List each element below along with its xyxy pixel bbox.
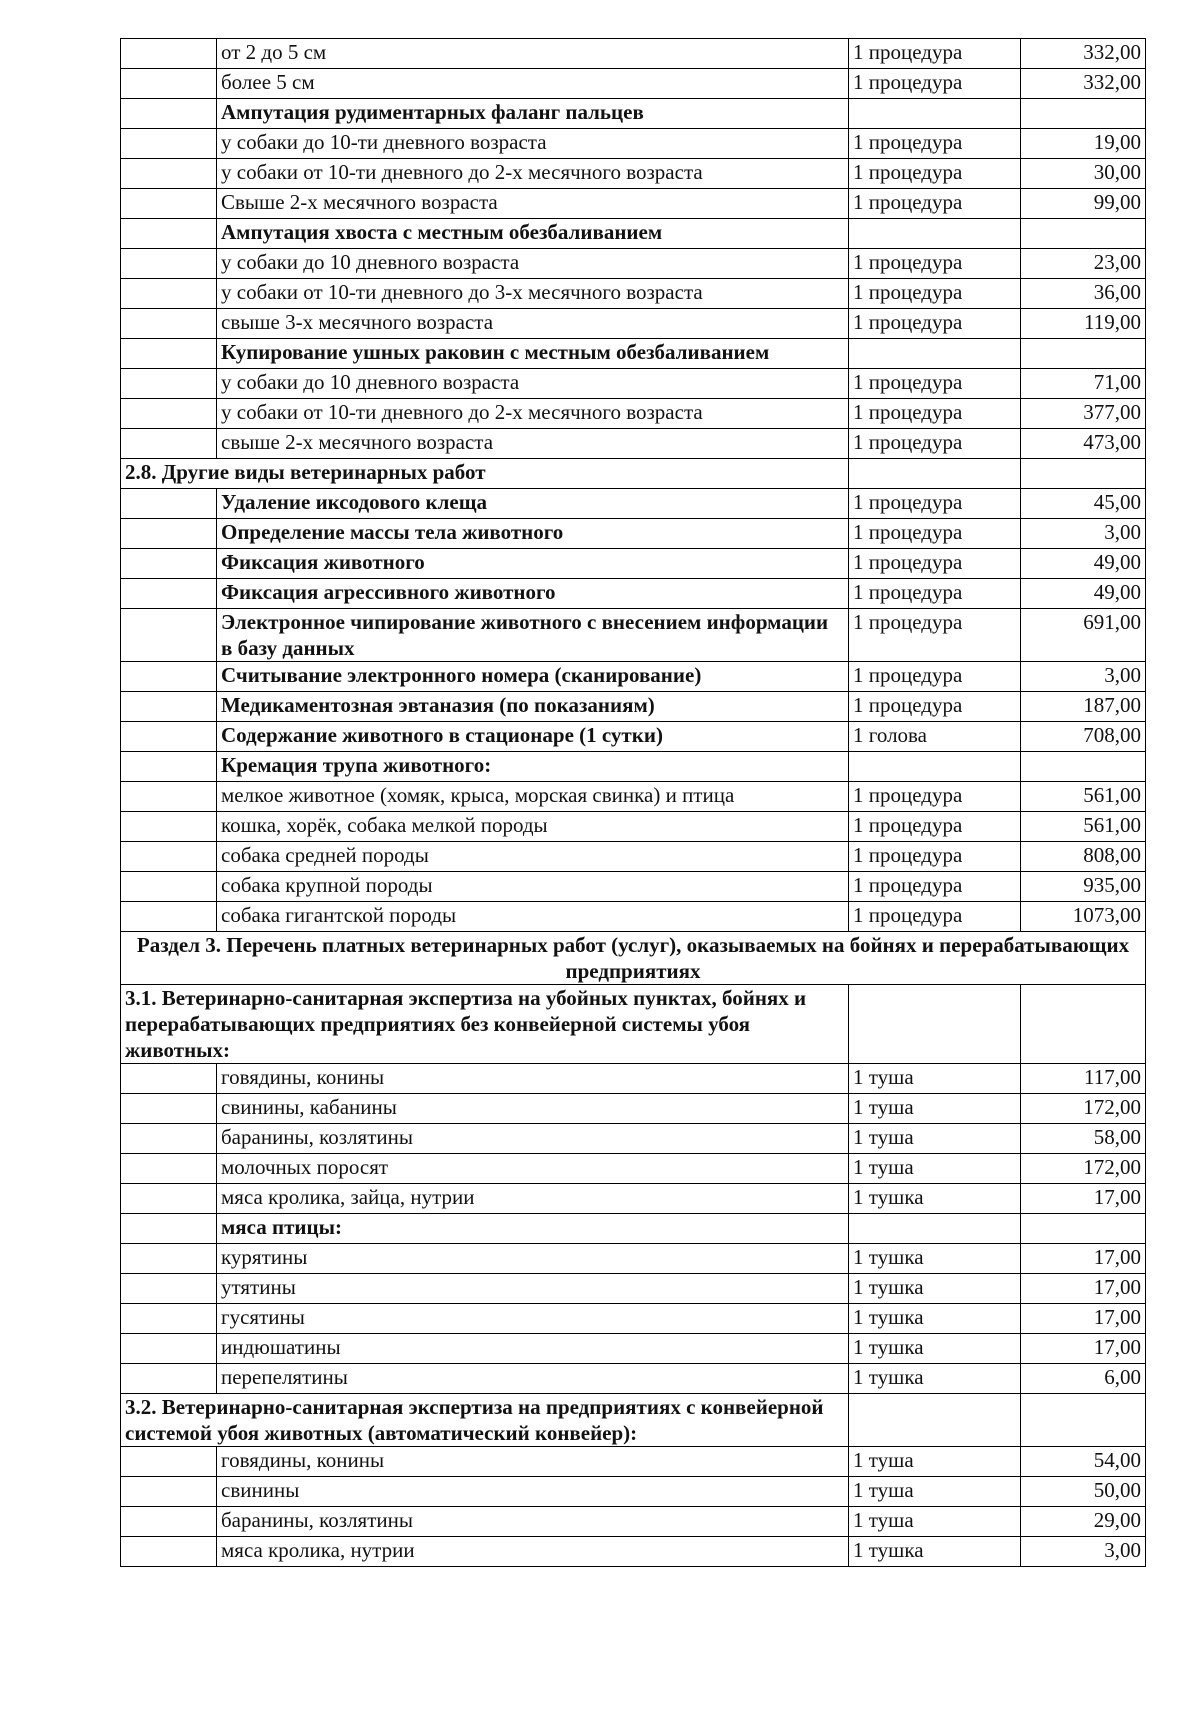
price-cell: 49,00 (1021, 579, 1146, 609)
index-cell (121, 429, 217, 459)
index-cell (121, 489, 217, 519)
price-cell: 50,00 (1021, 1477, 1146, 1507)
table-row-ears-over-2months (121, 429, 1146, 459)
index-cell (121, 1214, 217, 1244)
index-cell (121, 1064, 217, 1094)
index-cell (121, 692, 217, 722)
service-name: Электронное чипирование животного с внесением информации в базу данных (217, 609, 849, 662)
table-row-phalanges-over-2months (121, 189, 1146, 219)
table-row-3-1-rabbit (121, 1184, 1146, 1214)
price-cell: 187,00 (1021, 692, 1146, 722)
table-row-phalanges-under-10days (121, 129, 1146, 159)
service-name: у собаки от 10-ти дневного до 2-х месячного возраста (217, 399, 849, 429)
service-name: у собаки до 10 дневного возраста (217, 369, 849, 399)
price-cell: 119,00 (1021, 309, 1146, 339)
unit-cell: 1 тушка (849, 1537, 1021, 1567)
price-list-page (120, 38, 1145, 1567)
table-row-euthanasia (121, 692, 1146, 722)
price-cell: 30,00 (1021, 159, 1146, 189)
index-cell (121, 1154, 217, 1184)
table-row-3-1-goose (121, 1304, 1146, 1334)
unit-cell: 1 тушка (849, 1334, 1021, 1364)
service-name: Определение массы тела животного (217, 519, 849, 549)
price-cell: 23,00 (1021, 249, 1146, 279)
service-name: свинины (217, 1477, 849, 1507)
table-row-tail-under-10days (121, 249, 1146, 279)
table-row-3-1-piglets (121, 1154, 1146, 1184)
service-name: гусятины (217, 1304, 849, 1334)
subsection-heading: 2.8. Другие виды ветеринарных работ (121, 459, 849, 489)
unit-cell: 1 тушка (849, 1244, 1021, 1274)
service-name: Удаление иксодового клеща (217, 489, 849, 519)
unit-cell: 1 процедура (849, 399, 1021, 429)
unit-cell: 1 процедура (849, 902, 1021, 932)
service-name: у собаки от 10-ти дневного до 2-х месячного возраста (217, 159, 849, 189)
unit-cell: 1 тушка (849, 1304, 1021, 1334)
unit-cell: 1 тушка (849, 1364, 1021, 1394)
unit-cell: 1 процедура (849, 609, 1021, 662)
unit-cell: 1 процедура (849, 519, 1021, 549)
unit-cell: 1 процедура (849, 579, 1021, 609)
service-name: кошка, хорёк, собака мелкой породы (217, 812, 849, 842)
unit-cell: 1 тушка (849, 1274, 1021, 1304)
service-name: молочных поросят (217, 1154, 849, 1184)
service-name: собака средней породы (217, 842, 849, 872)
index-cell (121, 339, 217, 369)
index-cell (121, 309, 217, 339)
service-name: говядины, конины (217, 1064, 849, 1094)
table-row-chip-scanning (121, 662, 1146, 692)
price-cell: 49,00 (1021, 549, 1146, 579)
group-heading: Ампутация рудиментарных фаланг пальцев (217, 99, 849, 129)
group-heading: Купирование ушных раковин с местным обезбаливанием (217, 339, 849, 369)
index-cell (121, 752, 217, 782)
unit-cell: 1 процедура (849, 782, 1021, 812)
service-name: у собаки от 10-ти дневного до 3-х месячного возраста (217, 279, 849, 309)
service-name: мяса кролика, нутрии (217, 1537, 849, 1567)
subsection-heading: 3.1. Ветеринарно-санитарная экспертиза на убойных пунктах, бойнях и перерабатывающих предприятиях без конвейерной системы убоя животных: (121, 985, 849, 1064)
index-cell (121, 1244, 217, 1274)
table-row-3-1-quail (121, 1364, 1146, 1394)
unit-cell (849, 985, 1021, 1064)
price-cell: 473,00 (1021, 429, 1146, 459)
price-cell: 17,00 (1021, 1274, 1146, 1304)
group-heading: Ампутация хвоста с местным обезбаливанием (217, 219, 849, 249)
price-cell: 561,00 (1021, 782, 1146, 812)
unit-cell: 1 процедура (849, 692, 1021, 722)
unit-cell: 1 туша (849, 1447, 1021, 1477)
unit-cell: 1 процедура (849, 489, 1021, 519)
table-row-over-5cm (121, 69, 1146, 99)
table-row-3-1-beef (121, 1064, 1146, 1094)
section-title: Раздел 3. Перечень платных ветеринарных работ (услуг), оказываемых на бойнях и перерабатывающих предприятиях (121, 932, 1146, 985)
index-cell (121, 369, 217, 399)
table-row-cremation-medium-dog (121, 842, 1146, 872)
table-row-cremation (121, 752, 1146, 782)
service-name: собака крупной породы (217, 872, 849, 902)
unit-cell: 1 процедура (849, 189, 1021, 219)
price-cell: 935,00 (1021, 872, 1146, 902)
price-cell: 17,00 (1021, 1334, 1146, 1364)
index-cell (121, 609, 217, 662)
unit-cell: 1 процедура (849, 872, 1021, 902)
table-row-tail-over-3months (121, 309, 1146, 339)
table-row-section-2-8 (121, 459, 1146, 489)
unit-cell (849, 99, 1021, 129)
table-row-section-3-2 (121, 1394, 1146, 1447)
unit-cell (849, 339, 1021, 369)
unit-cell: 1 процедура (849, 812, 1021, 842)
index-cell (121, 129, 217, 159)
price-cell: 708,00 (1021, 722, 1146, 752)
index-cell (121, 812, 217, 842)
index-cell (121, 662, 217, 692)
index-cell (121, 1447, 217, 1477)
index-cell (121, 782, 217, 812)
table-row-3-2-mutton (121, 1507, 1146, 1537)
service-name: Медикаментозная эвтаназия (по показаниям) (217, 692, 849, 722)
service-name: мяса кролика, зайца, нутрии (217, 1184, 849, 1214)
service-name: собака гигантской породы (217, 902, 849, 932)
unit-cell (849, 752, 1021, 782)
price-cell: 377,00 (1021, 399, 1146, 429)
unit-cell: 1 туша (849, 1477, 1021, 1507)
table-row-3-1-pork (121, 1094, 1146, 1124)
unit-cell: 1 процедура (849, 309, 1021, 339)
table-row-3-1-mutton (121, 1124, 1146, 1154)
table-row-phalanges-10days-2months (121, 159, 1146, 189)
service-name: у собаки до 10-ти дневного возраста (217, 129, 849, 159)
price-cell (1021, 752, 1146, 782)
unit-cell: 1 процедура (849, 549, 1021, 579)
unit-cell: 1 процедура (849, 842, 1021, 872)
unit-cell: 1 тушка (849, 1184, 1021, 1214)
price-table-body (121, 39, 1146, 1567)
table-row-3-2-rabbit (121, 1537, 1146, 1567)
index-cell (121, 69, 217, 99)
table-row-cremation-small (121, 782, 1146, 812)
index-cell (121, 1094, 217, 1124)
price-cell: 332,00 (1021, 69, 1146, 99)
unit-cell: 1 процедура (849, 159, 1021, 189)
index-cell (121, 1507, 217, 1537)
unit-cell (849, 219, 1021, 249)
unit-cell: 1 процедура (849, 69, 1021, 99)
table-row-tail-amputation (121, 219, 1146, 249)
price-cell: 19,00 (1021, 129, 1146, 159)
price-cell: 45,00 (1021, 489, 1146, 519)
price-table (120, 38, 1146, 1567)
table-row-3-2-beef (121, 1447, 1146, 1477)
index-cell (121, 1477, 217, 1507)
index-cell (121, 1364, 217, 1394)
service-name: перепелятины (217, 1364, 849, 1394)
price-cell (1021, 985, 1146, 1064)
index-cell (121, 579, 217, 609)
index-cell (121, 1124, 217, 1154)
price-cell: 332,00 (1021, 39, 1146, 69)
index-cell (121, 159, 217, 189)
unit-cell (849, 459, 1021, 489)
table-row-3-2-pork (121, 1477, 1146, 1507)
price-cell (1021, 339, 1146, 369)
unit-cell: 1 процедура (849, 662, 1021, 692)
price-cell (1021, 1394, 1146, 1447)
table-row-body-weight (121, 519, 1146, 549)
table-row-ears-under-10days (121, 369, 1146, 399)
unit-cell: 1 туша (849, 1154, 1021, 1184)
service-name: более 5 см (217, 69, 849, 99)
table-row-aggressive-fixation (121, 579, 1146, 609)
service-name: баранины, козлятины (217, 1124, 849, 1154)
service-name: курятины (217, 1244, 849, 1274)
price-cell: 172,00 (1021, 1154, 1146, 1184)
price-cell: 99,00 (1021, 189, 1146, 219)
price-cell: 58,00 (1021, 1124, 1146, 1154)
price-cell: 17,00 (1021, 1304, 1146, 1334)
table-row-cremation-large-dog (121, 872, 1146, 902)
service-name: Считывание электронного номера (сканирование) (217, 662, 849, 692)
price-cell: 3,00 (1021, 519, 1146, 549)
index-cell (121, 842, 217, 872)
price-cell: 17,00 (1021, 1244, 1146, 1274)
index-cell (121, 249, 217, 279)
price-cell: 3,00 (1021, 1537, 1146, 1567)
table-row-ear-cropping (121, 339, 1146, 369)
index-cell (121, 39, 217, 69)
price-cell: 117,00 (1021, 1064, 1146, 1094)
unit-cell: 1 процедура (849, 279, 1021, 309)
index-cell (121, 549, 217, 579)
table-row-poultry (121, 1214, 1146, 1244)
unit-cell: 1 процедура (849, 369, 1021, 399)
price-cell: 808,00 (1021, 842, 1146, 872)
service-name: говядины, конины (217, 1447, 849, 1477)
price-cell: 172,00 (1021, 1094, 1146, 1124)
table-row-3-1-duck (121, 1274, 1146, 1304)
table-row-cremation-cat (121, 812, 1146, 842)
unit-cell: 1 процедура (849, 129, 1021, 159)
index-cell (121, 872, 217, 902)
unit-cell: 1 процедура (849, 39, 1021, 69)
price-cell: 691,00 (1021, 609, 1146, 662)
price-cell (1021, 99, 1146, 129)
table-row-rudimentary-phalanges (121, 99, 1146, 129)
service-name: мелкое животное (хомяк, крыса, морская свинка) и птица (217, 782, 849, 812)
table-row-2-5cm (121, 39, 1146, 69)
service-name: утятины (217, 1274, 849, 1304)
index-cell (121, 722, 217, 752)
unit-cell (849, 1394, 1021, 1447)
index-cell (121, 1274, 217, 1304)
table-row-section-3-title (121, 932, 1146, 985)
unit-cell: 1 туша (849, 1507, 1021, 1537)
index-cell (121, 399, 217, 429)
service-name: баранины, козлятины (217, 1507, 849, 1537)
table-row-cremation-giant-dog (121, 902, 1146, 932)
service-name: индюшатины (217, 1334, 849, 1364)
table-row-tick-removal (121, 489, 1146, 519)
unit-cell: 1 туша (849, 1094, 1021, 1124)
service-name: Свыше 2-х месячного возраста (217, 189, 849, 219)
index-cell (121, 219, 217, 249)
unit-cell: 1 туша (849, 1124, 1021, 1154)
service-name: свыше 3-х месячного возраста (217, 309, 849, 339)
unit-cell: 1 голова (849, 722, 1021, 752)
service-name: от 2 до 5 см (217, 39, 849, 69)
price-cell (1021, 459, 1146, 489)
service-name: у собаки до 10 дневного возраста (217, 249, 849, 279)
service-name: Содержание животного в стационаре (1 сутки) (217, 722, 849, 752)
subsection-heading: 3.2. Ветеринарно-санитарная экспертиза на предприятиях с конвейерной системой убоя животных (автоматический конвейер): (121, 1394, 849, 1447)
price-cell: 17,00 (1021, 1184, 1146, 1214)
table-row-section-3-1 (121, 985, 1146, 1064)
price-cell: 54,00 (1021, 1447, 1146, 1477)
price-cell: 3,00 (1021, 662, 1146, 692)
price-cell: 561,00 (1021, 812, 1146, 842)
service-name: свыше 2-х месячного возраста (217, 429, 849, 459)
unit-cell: 1 процедура (849, 429, 1021, 459)
index-cell (121, 279, 217, 309)
unit-cell: 1 туша (849, 1064, 1021, 1094)
index-cell (121, 1537, 217, 1567)
table-row-3-1-chicken (121, 1244, 1146, 1274)
price-cell: 36,00 (1021, 279, 1146, 309)
service-name: свинины, кабанины (217, 1094, 849, 1124)
price-cell: 71,00 (1021, 369, 1146, 399)
group-heading: Кремация трупа животного: (217, 752, 849, 782)
price-cell: 1073,00 (1021, 902, 1146, 932)
service-name: Фиксация животного (217, 549, 849, 579)
price-cell (1021, 219, 1146, 249)
unit-cell (849, 1214, 1021, 1244)
group-heading: мяса птицы: (217, 1214, 849, 1244)
service-name: Фиксация агрессивного животного (217, 579, 849, 609)
unit-cell: 1 процедура (849, 249, 1021, 279)
index-cell (121, 1184, 217, 1214)
table-row-hospital-stay (121, 722, 1146, 752)
table-row-3-1-turkey (121, 1334, 1146, 1364)
table-row-chipping (121, 609, 1146, 662)
index-cell (121, 99, 217, 129)
table-row-animal-fixation (121, 549, 1146, 579)
index-cell (121, 519, 217, 549)
table-row-tail-10days-3months (121, 279, 1146, 309)
index-cell (121, 189, 217, 219)
price-cell (1021, 1214, 1146, 1244)
index-cell (121, 1334, 217, 1364)
price-cell: 29,00 (1021, 1507, 1146, 1537)
table-row-ears-10days-2months (121, 399, 1146, 429)
index-cell (121, 902, 217, 932)
price-cell: 6,00 (1021, 1364, 1146, 1394)
index-cell (121, 1304, 217, 1334)
